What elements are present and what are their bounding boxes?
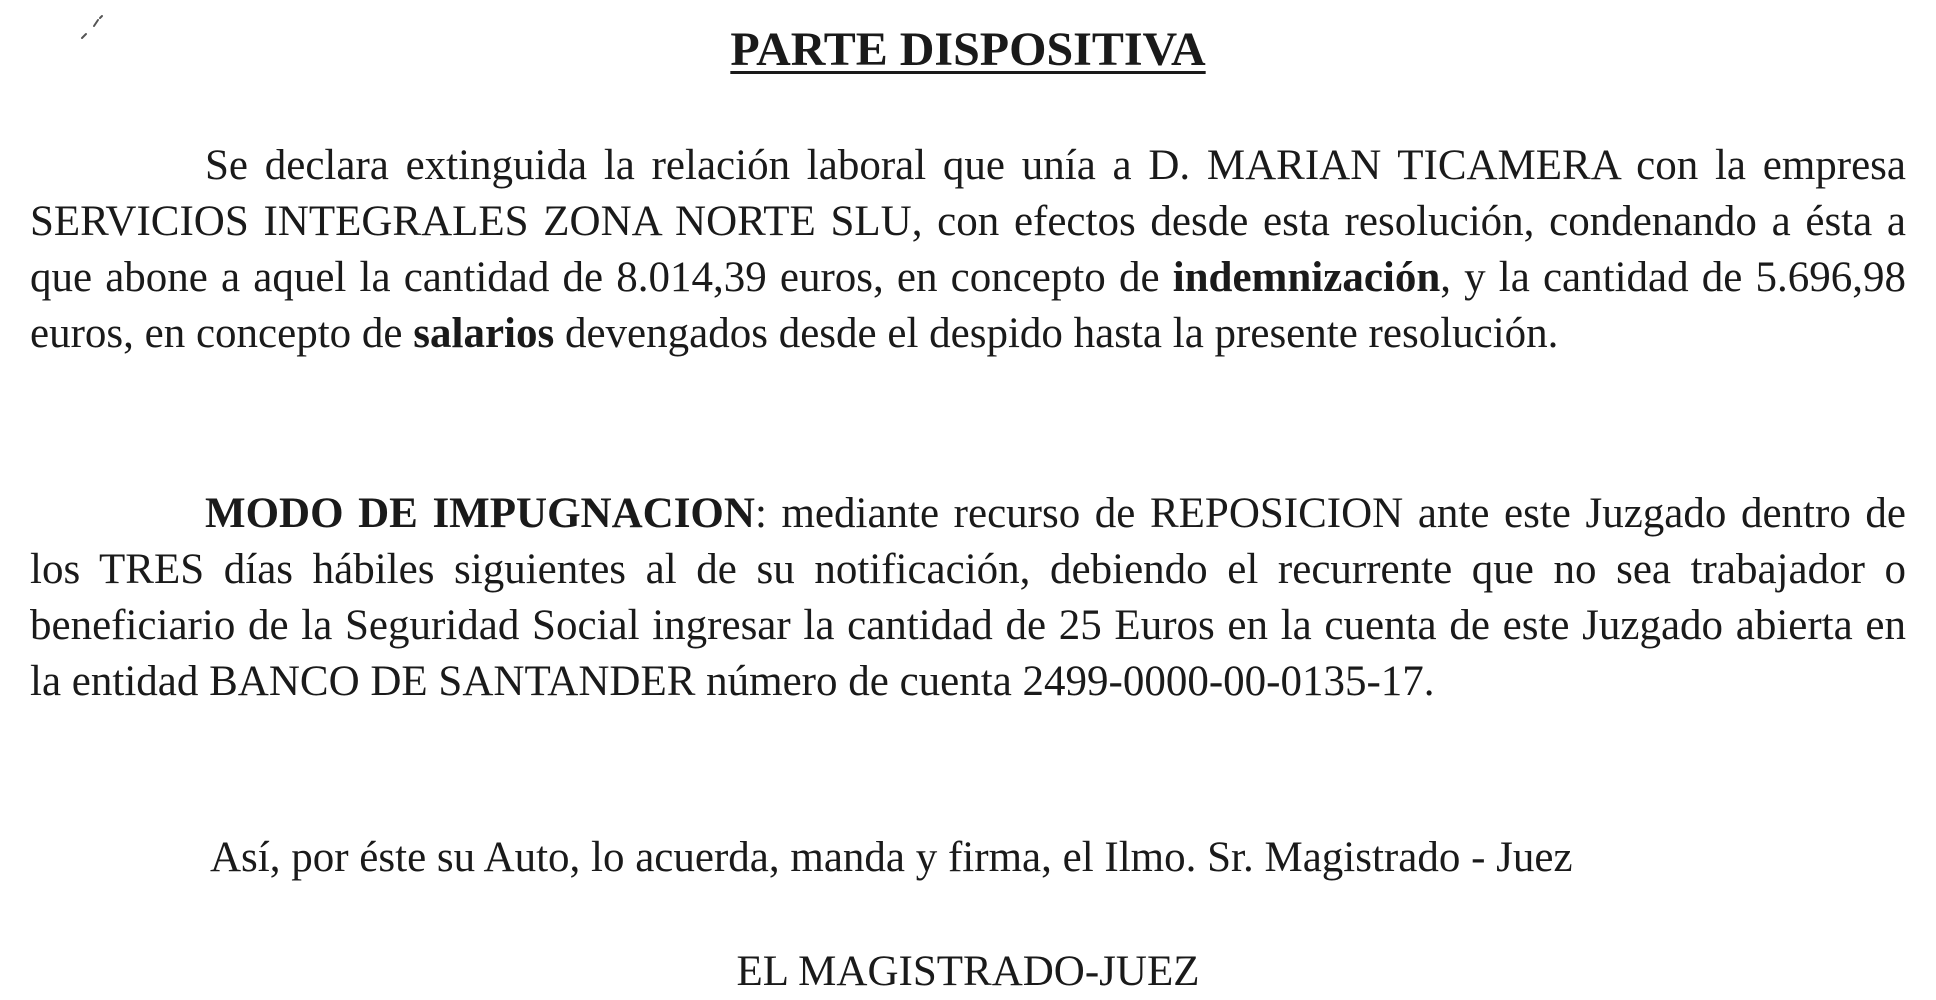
closing-line: Así, por éste su Auto, lo acuerda, manda y firma, el Ilmo. Sr. Magistrado - Juez — [210, 834, 1573, 881]
ruling-text-3: devengados desde el despido hasta la presente resolución. — [554, 310, 1559, 357]
appeal-heading: MODO DE IMPUGNACION — [205, 490, 755, 537]
document-title: PARTE DISPOSITIVA — [730, 23, 1206, 76]
appeal-paragraph — [30, 486, 1906, 710]
ruling-text-1: Se declara extinguida la relación laboral que unía a D. MARIAN TICAMERA con la empresa SERVICIOS INTEGRALES ZONA NORTE SLU, con efectos desde esta resolución, condenando a ésta a que abone a aquel la cantidad de 8.014,39 euros, en concepto de — [30, 142, 1906, 301]
ruling-paragraph — [30, 138, 1906, 362]
ruling-bold-indemnizacion: indemnización — [1172, 254, 1441, 301]
ruling-text-2: , y la cantidad de 5.696,98 euros, en concepto de — [30, 254, 1906, 357]
document-page — [30, 0, 1906, 1000]
appeal-text: : mediante recurso de REPOSICION ante este Juzgado dentro de los TRES días hábiles siguientes al de su notificación, debiendo el recurrente que no sea trabajador o beneficiario de la Seguridad Social ingresar la cantidad de 25 Euros en la cuenta de este Juzgado abierta en la entidad BANCO DE SANTANDER número de cuenta 2499-0000-00-0135-17. — [30, 490, 1906, 705]
signature-line: EL MAGISTRADO-JUEZ — [736, 948, 1200, 995]
ruling-bold-salarios: salarios — [413, 310, 555, 357]
